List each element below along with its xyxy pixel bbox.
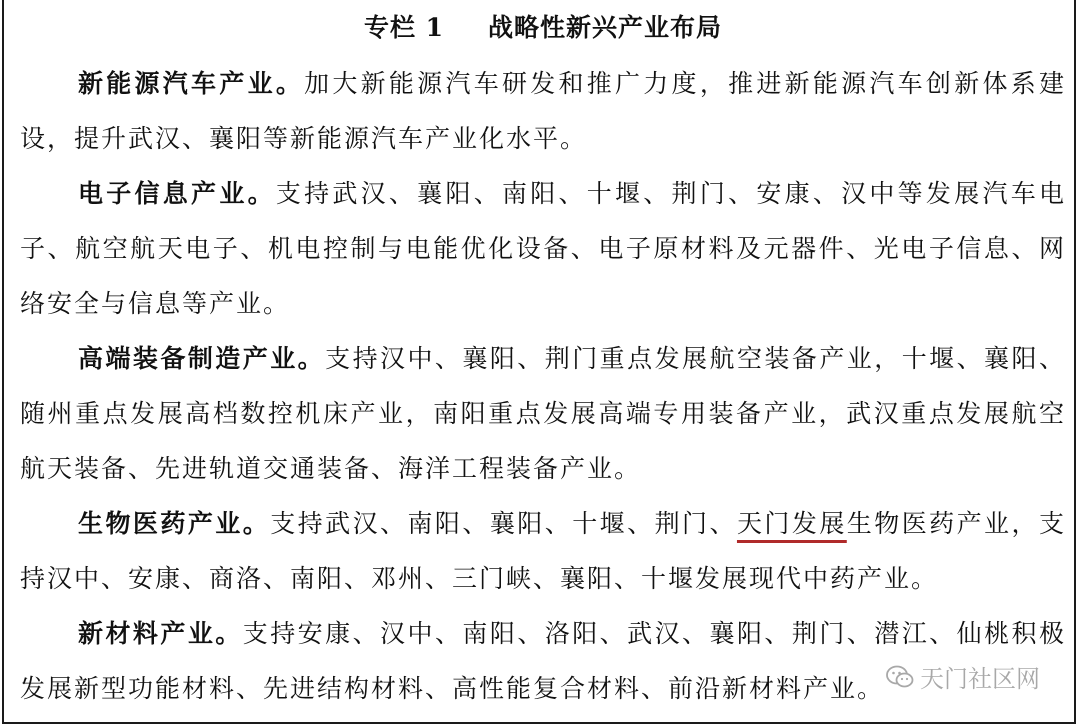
underlined-phrase: 天门发展 — [736, 509, 847, 538]
wechat-icon — [886, 664, 914, 690]
column-content — [20, 0, 1066, 716]
watermark-text: 天门社区网 — [920, 665, 1040, 693]
section-body: 支持武汉、襄阳、南阳、十堰、荆门、安康、汉中等发展汽车电子、航空航天电子、机电控制与电能优化设备、电子原材料及元器件、光电子信息、网络安全与信息等产业。 — [20, 179, 1066, 318]
section-heading: 新能源汽车产业。 — [78, 69, 305, 98]
column-box — [2, 0, 1076, 724]
watermark — [886, 659, 1040, 694]
box-heading: 战略性新兴产业布局 — [488, 13, 723, 42]
box-title — [20, 0, 1066, 56]
section-biomedicine — [20, 496, 1066, 606]
section-new-energy-vehicles — [20, 56, 1066, 166]
section-heading: 生物医药产业。 — [78, 509, 271, 538]
section-body: 支持安康、汉中、南阳、洛阳、武汉、襄阳、荆门、潜江、仙桃积极发展新型功能材料、先进结构材料、高性能复合材料、前沿新材料产业。 — [20, 619, 1066, 703]
section-electronic-information — [20, 166, 1066, 331]
section-body: 生物医药产业，支持汉中、安康、商洛、南阳、邓州、三门峡、襄阳、十堰发展现代中药产业。 — [20, 509, 1066, 593]
section-high-end-equipment — [20, 331, 1066, 496]
section-heading: 电子信息产业。 — [78, 179, 276, 208]
section-body: 支持武汉、南阳、襄阳、十堰、荆门、 — [270, 509, 737, 538]
section-body: 加大新能源汽车研发和推广力度，推进新能源汽车创新体系建设，提升武汉、襄阳等新能源汽车产业化水平。 — [20, 69, 1066, 153]
section-heading: 高端装备制造产业。 — [78, 344, 326, 373]
box-number: 专栏 1 — [363, 13, 445, 42]
section-heading: 新材料产业。 — [78, 619, 243, 648]
section-body: 支持汉中、襄阳、荆门重点发展航空装备产业，十堰、襄阳、随州重点发展高档数控机床产业，南阳重点发展高端专用装备产业，武汉重点发展航空航天装备、先进轨道交通装备、海洋工程装备产业。 — [20, 344, 1066, 483]
